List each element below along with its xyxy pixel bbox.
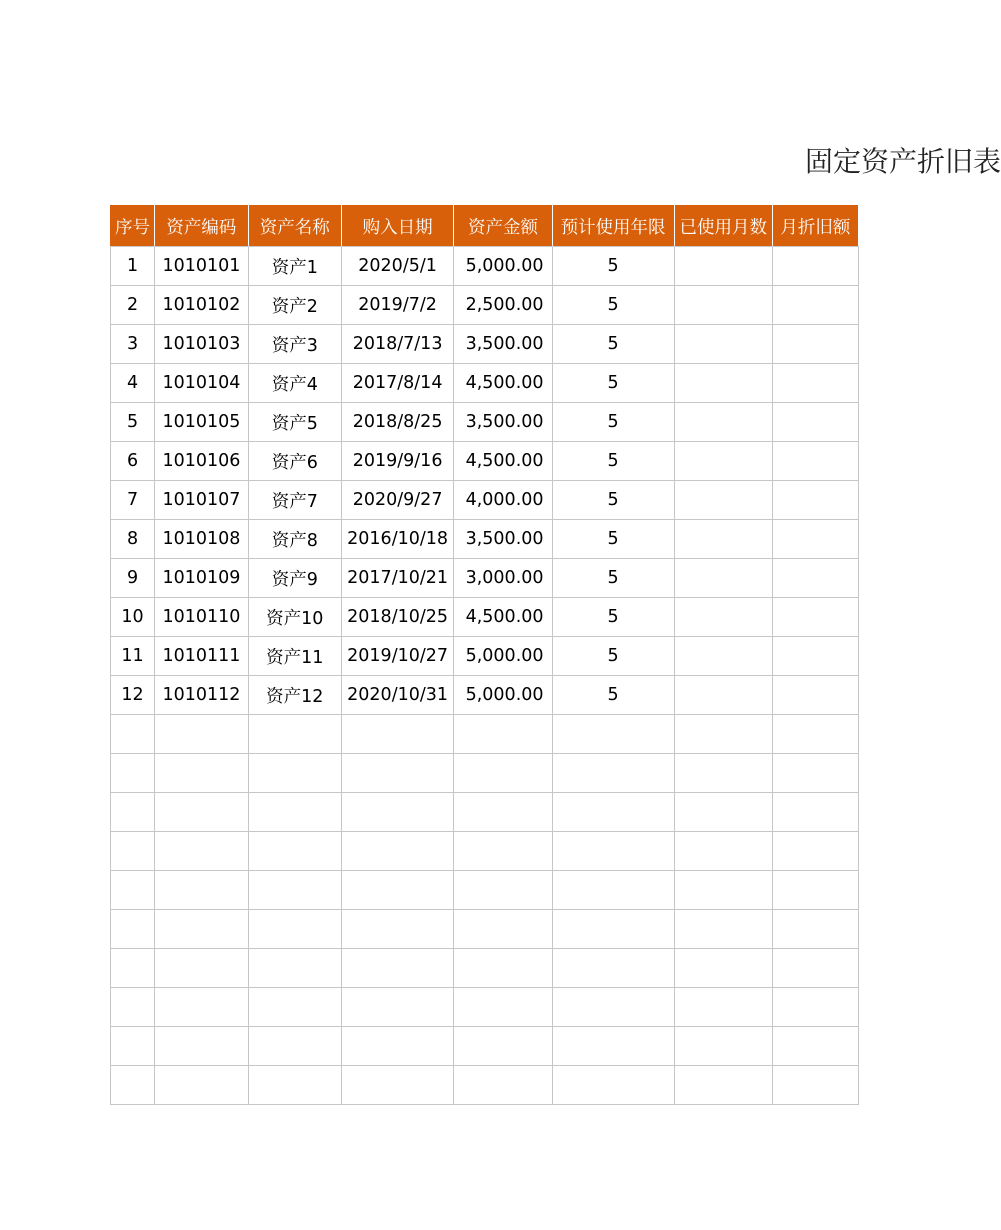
cell-amount[interactable]: 3,500.00 [454, 403, 552, 442]
cell-amount[interactable]: 3,500.00 [454, 520, 552, 559]
cell-amount[interactable]: 4,500.00 [454, 364, 552, 403]
cell-years[interactable]: 5 [552, 676, 674, 715]
cell-name[interactable] [248, 949, 341, 988]
cell-no[interactable]: 3 [111, 325, 155, 364]
cell-years[interactable]: 5 [552, 637, 674, 676]
cell-code[interactable]: 1010107 [155, 481, 249, 520]
cell-code[interactable]: 1010105 [155, 403, 249, 442]
cell-monthly-depreciation[interactable] [772, 442, 858, 481]
cell-code[interactable] [155, 715, 249, 754]
table-row [111, 559, 859, 598]
header-row [111, 206, 859, 247]
cell-months-used[interactable] [674, 715, 772, 754]
table-row [111, 949, 859, 988]
cell-monthly-depreciation[interactable] [772, 793, 858, 832]
cell-amount[interactable]: 3,500.00 [454, 325, 552, 364]
cell-code[interactable] [155, 1027, 249, 1066]
cell-date[interactable]: 2019/7/2 [341, 286, 454, 325]
cell-amount[interactable]: 2,500.00 [454, 286, 552, 325]
cell-years[interactable] [552, 871, 674, 910]
cell-months-used[interactable] [674, 676, 772, 715]
cell-years[interactable]: 5 [552, 364, 674, 403]
cell-monthly-depreciation[interactable] [772, 871, 858, 910]
cell-monthly-depreciation[interactable] [772, 1027, 858, 1066]
header-months-used[interactable]: 已使用月数 [674, 206, 772, 247]
cell-amount[interactable] [454, 754, 552, 793]
header-date[interactable]: 购入日期 [341, 206, 454, 247]
title-viewport [700, 138, 1001, 188]
cell-months-used[interactable] [674, 910, 772, 949]
cell-no[interactable] [111, 793, 155, 832]
cell-name[interactable] [248, 1027, 341, 1066]
header-monthly-depreciation[interactable]: 月折旧额 [772, 206, 858, 247]
cell-months-used[interactable] [674, 637, 772, 676]
cell-monthly-depreciation[interactable] [772, 598, 858, 637]
cell-months-used[interactable] [674, 481, 772, 520]
cell-date[interactable] [341, 988, 454, 1027]
cell-name[interactable]: 资产12 [248, 676, 341, 715]
cell-amount[interactable] [454, 988, 552, 1027]
cell-years[interactable] [552, 832, 674, 871]
cell-code[interactable] [155, 949, 249, 988]
table-row [111, 481, 859, 520]
asset-table [110, 205, 859, 1105]
cell-months-used[interactable] [674, 871, 772, 910]
cell-amount[interactable] [454, 949, 552, 988]
cell-code[interactable]: 1010103 [155, 325, 249, 364]
cell-amount[interactable] [454, 832, 552, 871]
table-row [111, 520, 859, 559]
cell-code[interactable] [155, 871, 249, 910]
cell-amount[interactable] [454, 1066, 552, 1105]
cell-date[interactable]: 2017/8/14 [341, 364, 454, 403]
cell-years[interactable] [552, 754, 674, 793]
header-code[interactable]: 资产编码 [155, 206, 249, 247]
header-name[interactable]: 资产名称 [248, 206, 341, 247]
cell-years[interactable] [552, 793, 674, 832]
cell-no[interactable]: 6 [111, 442, 155, 481]
table-row [111, 1027, 859, 1066]
cell-name[interactable]: 资产9 [248, 559, 341, 598]
cell-monthly-depreciation[interactable] [772, 403, 858, 442]
cell-months-used[interactable] [674, 598, 772, 637]
cell-months-used[interactable] [674, 832, 772, 871]
cell-no[interactable]: 11 [111, 637, 155, 676]
cell-months-used[interactable] [674, 247, 772, 286]
cell-no[interactable] [111, 988, 155, 1027]
cell-no[interactable]: 7 [111, 481, 155, 520]
cell-no[interactable] [111, 949, 155, 988]
cell-name[interactable]: 资产4 [248, 364, 341, 403]
table-row [111, 832, 859, 871]
cell-code[interactable]: 1010104 [155, 364, 249, 403]
cell-name[interactable] [248, 988, 341, 1027]
cell-name[interactable]: 资产11 [248, 637, 341, 676]
cell-date[interactable]: 2020/10/31 [341, 676, 454, 715]
cell-name[interactable] [248, 832, 341, 871]
cell-date[interactable] [341, 910, 454, 949]
cell-name[interactable] [248, 910, 341, 949]
cell-years[interactable] [552, 715, 674, 754]
cell-months-used[interactable] [674, 403, 772, 442]
table-row [111, 598, 859, 637]
cell-amount[interactable] [454, 1027, 552, 1066]
cell-months-used[interactable] [674, 1066, 772, 1105]
cell-years[interactable]: 5 [552, 481, 674, 520]
cell-no[interactable]: 8 [111, 520, 155, 559]
cell-date[interactable] [341, 1027, 454, 1066]
cell-no[interactable]: 4 [111, 364, 155, 403]
table-row [111, 286, 859, 325]
cell-date[interactable] [341, 1066, 454, 1105]
cell-no[interactable]: 1 [111, 247, 155, 286]
table-row [111, 676, 859, 715]
cell-code[interactable] [155, 1066, 249, 1105]
cell-date[interactable] [341, 871, 454, 910]
cell-name[interactable] [248, 871, 341, 910]
cell-amount[interactable] [454, 871, 552, 910]
cell-monthly-depreciation[interactable] [772, 1066, 858, 1105]
cell-amount[interactable]: 4,000.00 [454, 481, 552, 520]
cell-name[interactable]: 资产2 [248, 286, 341, 325]
cell-years[interactable] [552, 1066, 674, 1105]
cell-monthly-depreciation[interactable] [772, 481, 858, 520]
cell-months-used[interactable] [674, 793, 772, 832]
cell-name[interactable] [248, 754, 341, 793]
cell-date[interactable]: 2020/9/27 [341, 481, 454, 520]
cell-date[interactable]: 2018/10/25 [341, 598, 454, 637]
cell-months-used[interactable] [674, 520, 772, 559]
cell-years[interactable] [552, 910, 674, 949]
cell-code[interactable] [155, 910, 249, 949]
cell-months-used[interactable] [674, 286, 772, 325]
cell-months-used[interactable] [674, 559, 772, 598]
cell-date[interactable] [341, 793, 454, 832]
cell-name[interactable]: 资产3 [248, 325, 341, 364]
cell-name[interactable]: 资产7 [248, 481, 341, 520]
cell-months-used[interactable] [674, 325, 772, 364]
cell-monthly-depreciation[interactable] [772, 988, 858, 1027]
cell-amount[interactable]: 5,000.00 [454, 637, 552, 676]
cell-date[interactable]: 2020/5/1 [341, 247, 454, 286]
cell-years[interactable]: 5 [552, 325, 674, 364]
cell-name[interactable] [248, 1066, 341, 1105]
cell-monthly-depreciation[interactable] [772, 247, 858, 286]
cell-months-used[interactable] [674, 988, 772, 1027]
table-row [111, 442, 859, 481]
cell-amount[interactable]: 4,500.00 [454, 442, 552, 481]
cell-monthly-depreciation[interactable] [772, 949, 858, 988]
cell-no[interactable] [111, 715, 155, 754]
cell-amount[interactable]: 3,000.00 [454, 559, 552, 598]
cell-name[interactable]: 资产1 [248, 247, 341, 286]
cell-months-used[interactable] [674, 1027, 772, 1066]
cell-years[interactable]: 5 [552, 442, 674, 481]
table-row [111, 754, 859, 793]
cell-no[interactable] [111, 910, 155, 949]
table-row [111, 403, 859, 442]
cell-name[interactable] [248, 793, 341, 832]
cell-monthly-depreciation[interactable] [772, 559, 858, 598]
sheet-viewport [110, 205, 859, 1101]
cell-monthly-depreciation[interactable] [772, 364, 858, 403]
cell-years[interactable] [552, 988, 674, 1027]
cell-monthly-depreciation[interactable] [772, 637, 858, 676]
page-title: 固定资产折旧表 [805, 145, 1001, 178]
cell-no[interactable]: 2 [111, 286, 155, 325]
cell-date[interactable]: 2019/9/16 [341, 442, 454, 481]
cell-name[interactable] [248, 715, 341, 754]
cell-amount[interactable] [454, 793, 552, 832]
cell-years[interactable]: 5 [552, 286, 674, 325]
cell-amount[interactable]: 5,000.00 [454, 247, 552, 286]
cell-date[interactable]: 2017/10/21 [341, 559, 454, 598]
table-row [111, 325, 859, 364]
header-years[interactable]: 预计使用年限 [552, 206, 674, 247]
cell-date[interactable] [341, 715, 454, 754]
cell-months-used[interactable] [674, 364, 772, 403]
cell-monthly-depreciation[interactable] [772, 832, 858, 871]
cell-monthly-depreciation[interactable] [772, 754, 858, 793]
table-row [111, 793, 859, 832]
cell-no[interactable] [111, 871, 155, 910]
cell-code[interactable] [155, 988, 249, 1027]
cell-no[interactable] [111, 832, 155, 871]
cell-amount[interactable] [454, 910, 552, 949]
cell-no[interactable]: 10 [111, 598, 155, 637]
header-amount[interactable]: 资产金额 [454, 206, 552, 247]
table-row [111, 1066, 859, 1105]
cell-date[interactable]: 2019/10/27 [341, 637, 454, 676]
cell-months-used[interactable] [674, 442, 772, 481]
table-body [111, 247, 859, 1105]
cell-date[interactable] [341, 832, 454, 871]
cell-code[interactable] [155, 832, 249, 871]
cell-years[interactable]: 5 [552, 520, 674, 559]
cell-code[interactable]: 1010110 [155, 598, 249, 637]
cell-amount[interactable]: 5,000.00 [454, 676, 552, 715]
cell-years[interactable]: 5 [552, 403, 674, 442]
table-row [111, 364, 859, 403]
cell-no[interactable]: 9 [111, 559, 155, 598]
header-no[interactable]: 序号 [111, 206, 155, 247]
cell-code[interactable] [155, 754, 249, 793]
cell-no[interactable] [111, 754, 155, 793]
cell-no[interactable] [111, 1066, 155, 1105]
cell-monthly-depreciation[interactable] [772, 286, 858, 325]
cell-code[interactable]: 1010106 [155, 442, 249, 481]
cell-date[interactable] [341, 754, 454, 793]
cell-code[interactable]: 1010112 [155, 676, 249, 715]
cell-monthly-depreciation[interactable] [772, 520, 858, 559]
cell-years[interactable]: 5 [552, 247, 674, 286]
table-row [111, 910, 859, 949]
cell-no[interactable] [111, 1027, 155, 1066]
table-row [111, 715, 859, 754]
cell-years[interactable]: 5 [552, 598, 674, 637]
cell-name[interactable]: 资产5 [248, 403, 341, 442]
cell-amount[interactable]: 4,500.00 [454, 598, 552, 637]
cell-code[interactable]: 1010109 [155, 559, 249, 598]
cell-code[interactable]: 1010102 [155, 286, 249, 325]
cell-monthly-depreciation[interactable] [772, 715, 858, 754]
cell-monthly-depreciation[interactable] [772, 325, 858, 364]
cell-code[interactable]: 1010111 [155, 637, 249, 676]
cell-name[interactable]: 资产6 [248, 442, 341, 481]
cell-name[interactable]: 资产8 [248, 520, 341, 559]
cell-code[interactable] [155, 793, 249, 832]
cell-code[interactable]: 1010108 [155, 520, 249, 559]
table-row [111, 871, 859, 910]
cell-date[interactable] [341, 949, 454, 988]
cell-amount[interactable] [454, 715, 552, 754]
cell-no[interactable]: 5 [111, 403, 155, 442]
cell-no[interactable]: 12 [111, 676, 155, 715]
table-row [111, 988, 859, 1027]
table-row [111, 247, 859, 286]
cell-months-used[interactable] [674, 754, 772, 793]
table-row [111, 637, 859, 676]
cell-date[interactable]: 2018/7/13 [341, 325, 454, 364]
cell-name[interactable]: 资产10 [248, 598, 341, 637]
cell-monthly-depreciation[interactable] [772, 676, 858, 715]
cell-code[interactable]: 1010101 [155, 247, 249, 286]
cell-date[interactable]: 2016/10/18 [341, 520, 454, 559]
cell-monthly-depreciation[interactable] [772, 910, 858, 949]
cell-years[interactable] [552, 1027, 674, 1066]
cell-years[interactable] [552, 949, 674, 988]
cell-months-used[interactable] [674, 949, 772, 988]
cell-years[interactable]: 5 [552, 559, 674, 598]
cell-date[interactable]: 2018/8/25 [341, 403, 454, 442]
